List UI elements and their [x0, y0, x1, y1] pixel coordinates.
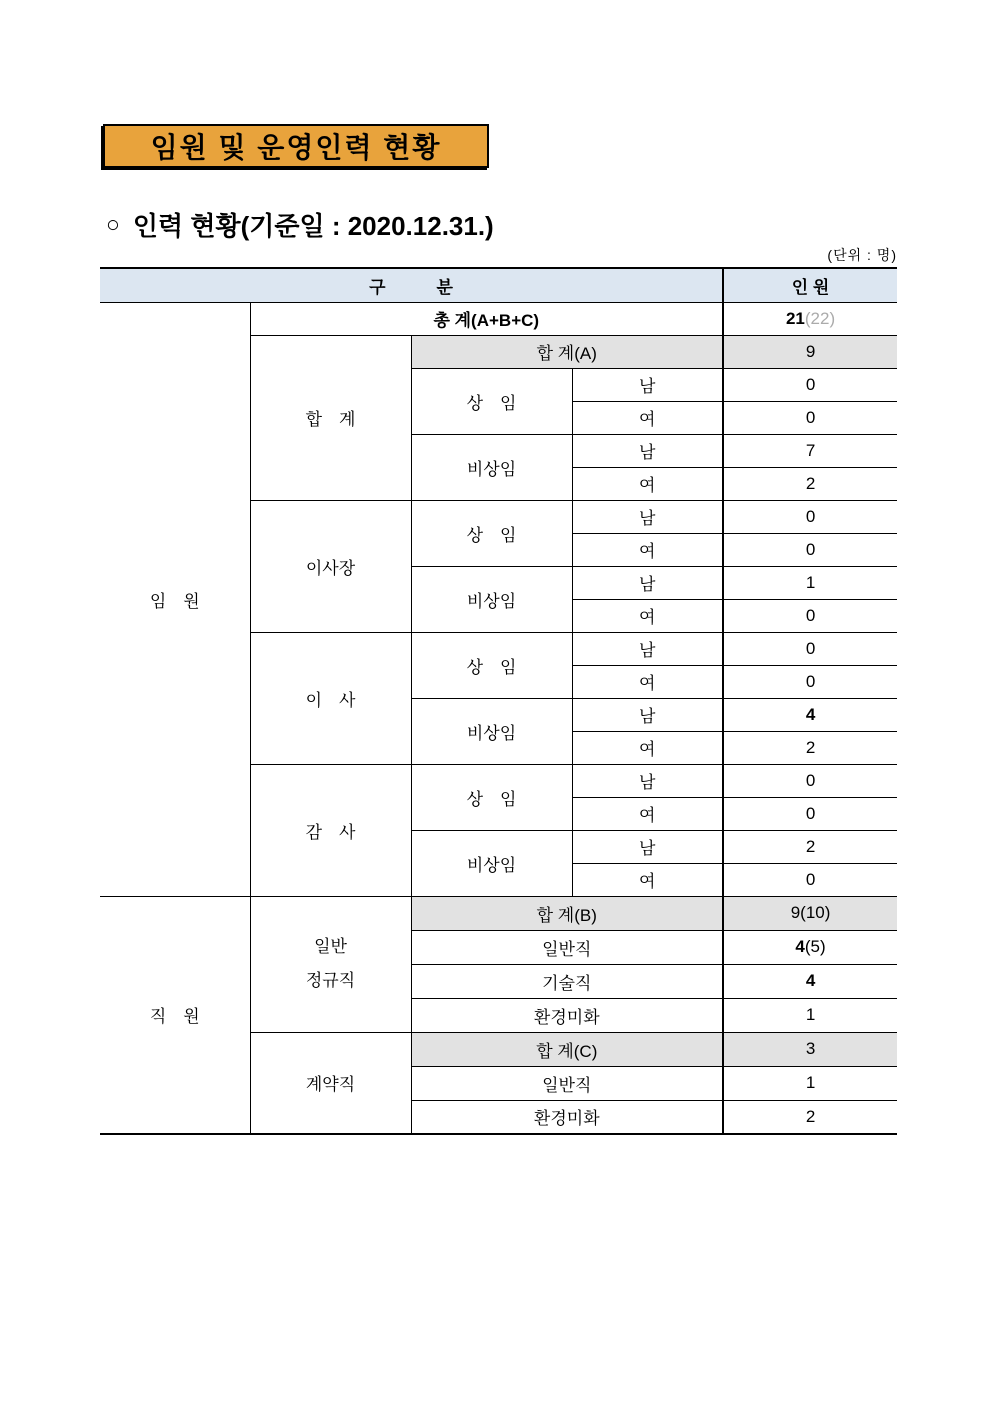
count-value-cell: 2 — [723, 830, 897, 863]
group-label-cell: 이사장 — [250, 500, 411, 632]
count-value-cell: 7 — [723, 434, 897, 467]
staff-group-label-cell — [250, 896, 411, 1032]
header-count-cell: 인 원 — [723, 268, 897, 302]
gender-label-cell: 여 — [572, 401, 723, 434]
position-label-cell: 상 임 — [411, 500, 572, 566]
position-label-cell: 상 임 — [411, 632, 572, 698]
count-value-cell: 2 — [723, 731, 897, 764]
count-value-cell: 0 — [723, 665, 897, 698]
gender-label-cell: 남 — [572, 632, 723, 665]
staff-row-value-cell: 4 — [723, 964, 897, 998]
staff-group-label-line: 정규직 — [305, 971, 356, 990]
position-label-cell: 비상임 — [411, 566, 572, 632]
staff-row-value-cell: 1 — [723, 998, 897, 1032]
grand-total-value-cell — [723, 302, 897, 335]
count-value-cell: 2 — [723, 467, 897, 500]
title-banner — [103, 124, 489, 168]
staff-row-label-cell: 합 계(C) — [411, 1032, 723, 1066]
grand-total-main-value: 21 — [785, 308, 805, 328]
gender-label-cell: 남 — [572, 764, 723, 797]
table-header-row — [100, 268, 897, 302]
count-value-cell: 0 — [723, 632, 897, 665]
gender-label-cell: 여 — [572, 467, 723, 500]
group-label-cell: 감 사 — [250, 764, 411, 896]
position-label-cell: 상 임 — [411, 764, 572, 830]
staff-row-label-cell: 일반직 — [411, 1066, 723, 1100]
grand-total-label-cell: 총 계(A+B+C) — [250, 302, 723, 335]
staff-row-value-cell — [723, 930, 897, 964]
group-label-cell: 합 계 — [250, 335, 411, 500]
gender-label-cell: 여 — [572, 797, 723, 830]
count-value-cell: 0 — [723, 533, 897, 566]
title-banner-text: 임원 및 운영인력 현황 — [150, 132, 442, 163]
count-value-cell: 0 — [723, 368, 897, 401]
staff-subtotal-row — [100, 896, 897, 930]
count-value-cell: 0 — [723, 401, 897, 434]
position-label-cell: 비상임 — [411, 830, 572, 896]
grand-total-sub-value: (22) — [804, 308, 836, 328]
count-value-cell: 0 — [723, 764, 897, 797]
header-category-cell: 구 분 — [100, 268, 723, 302]
position-label-cell: 비상임 — [411, 698, 572, 764]
gender-label-cell: 여 — [572, 863, 723, 896]
officers-subtotal-label-cell: 합 계(A) — [411, 335, 723, 368]
gender-label-cell: 남 — [572, 500, 723, 533]
group-label-cell: 이 사 — [250, 632, 411, 764]
staff-row-value-cell: 9(10) — [723, 896, 897, 930]
gender-label-cell: 남 — [572, 368, 723, 401]
circle-bullet-icon: ○ — [106, 211, 120, 237]
gender-label-cell: 남 — [572, 698, 723, 731]
gender-label-cell: 남 — [572, 566, 723, 599]
staff-row-value-cell: 1 — [723, 1066, 897, 1100]
officers-section-cell: 임 원 — [100, 302, 250, 896]
position-label-cell: 비상임 — [411, 434, 572, 500]
unit-note: (단위 : 명) — [827, 247, 897, 263]
grand-total-row — [100, 302, 897, 335]
gender-label-cell: 남 — [572, 830, 723, 863]
count-value-cell: 0 — [723, 500, 897, 533]
officers-subtotal-value-cell: 9 — [723, 335, 897, 368]
count-value-cell: 4 — [723, 698, 897, 731]
staff-main-value: 4 — [795, 937, 805, 956]
staff-group-label-line: 일반 — [314, 937, 347, 956]
gender-label-cell: 여 — [572, 731, 723, 764]
staff-section-cell: 직 원 — [100, 896, 250, 1134]
gender-label-cell: 남 — [572, 434, 723, 467]
gender-label-cell: 여 — [572, 599, 723, 632]
staff-row-label-cell: 환경미화 — [411, 998, 723, 1032]
gender-label-cell: 여 — [572, 665, 723, 698]
count-value-cell: 1 — [723, 566, 897, 599]
staff-row-label-cell: 합 계(B) — [411, 896, 723, 930]
staff-row-label-cell: 기술직 — [411, 964, 723, 998]
section-heading-text: 인력 현황(기준일 : 2020.12.31.) — [132, 211, 494, 241]
staff-row-label-cell: 환경미화 — [411, 1100, 723, 1134]
staff-group-label-cell: 계약직 — [250, 1032, 411, 1134]
count-value-cell: 0 — [723, 863, 897, 896]
personnel-table — [100, 267, 897, 1135]
staff-sub-value: (5) — [804, 937, 826, 956]
gender-label-cell: 여 — [572, 533, 723, 566]
count-value-cell: 0 — [723, 599, 897, 632]
count-value-cell: 0 — [723, 797, 897, 830]
section-heading — [106, 206, 494, 243]
staff-row-label-cell: 일반직 — [411, 930, 723, 964]
position-label-cell: 상 임 — [411, 368, 572, 434]
staff-row-value-cell: 2 — [723, 1100, 897, 1134]
staff-row-value-cell: 3 — [723, 1032, 897, 1066]
